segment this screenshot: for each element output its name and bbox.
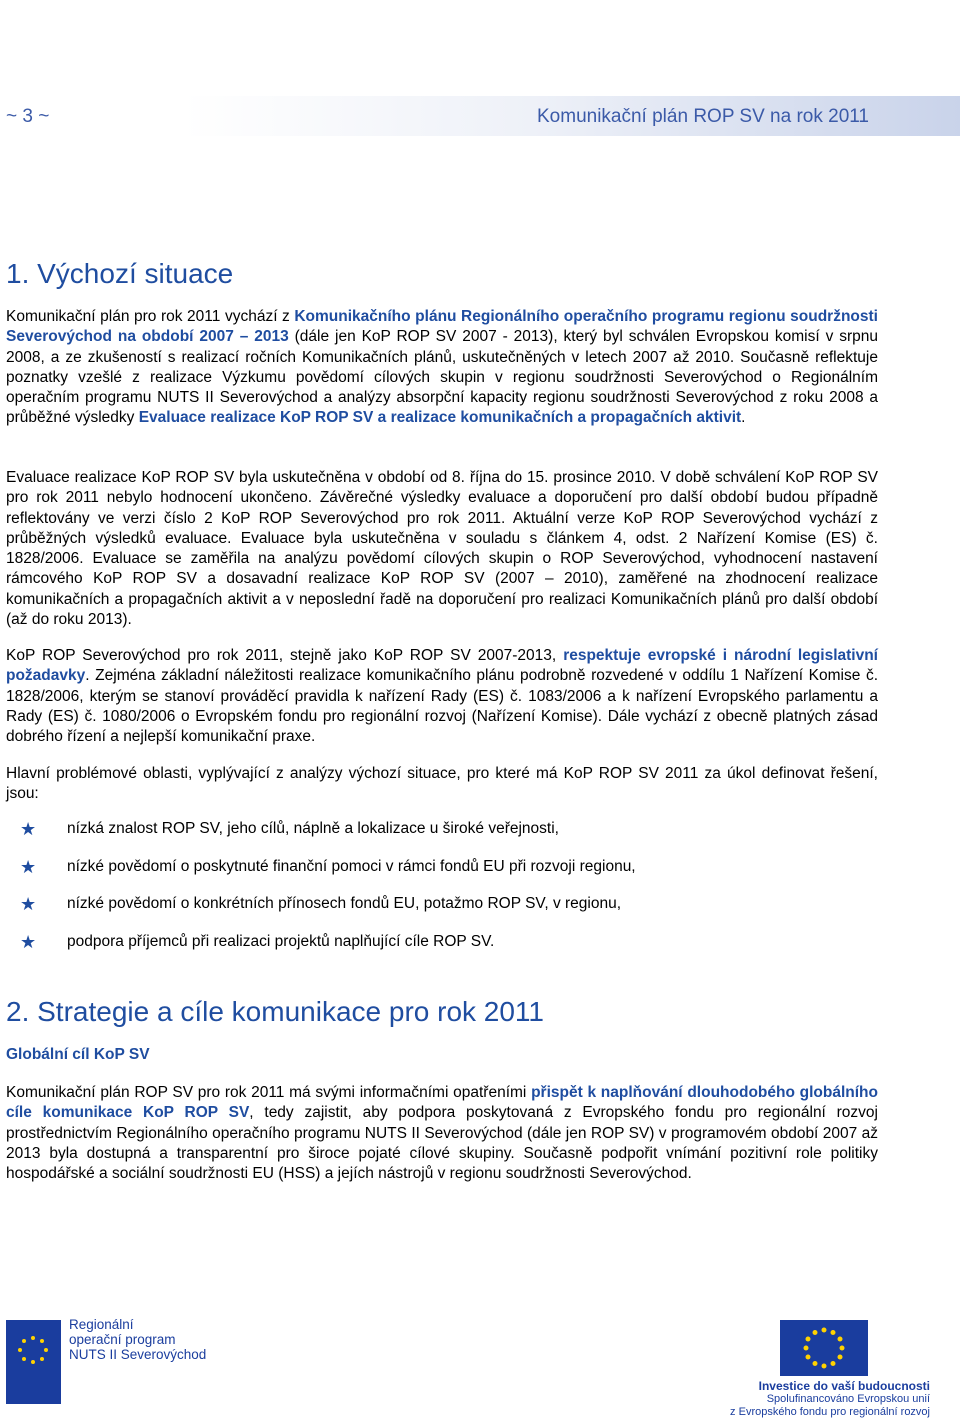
section-1-heading: 1. Výchozí situace (6, 258, 234, 289)
page-header (0, 96, 960, 136)
eu-logo-text: Investice do vaší budoucnosti Spolufinancováno Evropskou unií z Evropského fondu pro regionální rozvoj (730, 1379, 930, 1418)
paragraph-5: Komunikační plán ROP SV pro rok 2011 má svými informačními opatřeními přispět k naplňování dlouhodobého globálního cíle komunikace KoP ROP SV, tedy zajistit, aby podpora poskytovaná z Evropského fondu pro regionální rozvoj prostřednictvím Regionálního operačního programu NUTS II Severovýchod (dále jen ROP SV) v programovém období 2007 až 2013 byla dostupná a transparentní pro široce pojaté cílové skupiny. Současně podpořit vnímání pozitivní role politiky hospodářské a sociální soudržnosti EU (HSS) a jejích nástrojů v regionu soudržnosti Severovýchod. (6, 1084, 878, 1183)
list-item: ★ podpora příjemců při realizaci projektů naplňující cíle ROP SV. (20, 931, 495, 952)
page-number: ~ 3 ~ (6, 106, 50, 127)
section-2-heading: 2. Strategie a cíle komunikace pro rok 2011 (6, 996, 545, 1027)
header-title: Komunikační plán ROP SV na rok 2011 (537, 106, 869, 127)
highlight-evaluace: Evaluace realizace KoP ROP SV a realizace komunikačních a propagačních aktivit (138, 409, 742, 427)
rop-logo (6, 1312, 226, 1404)
paragraph-1: Komunikační plán pro rok 2011 vychází z Komunikačního plánu Regionálního operačního programu regionu soudržnosti Severovýchod na období 2007 – 2013 (dále jen KoP ROP SV 2007 - 2013), který byl schválen Evropskou komisí v srpnu 2008, a ze zkušeností s realizací ročních Komunikačních plánů, uskutečněných v letech 2007 až 2010. Současně reflektuje poznatky vzešlé z realizace Výzkumu povědomí cílových skupin v regionu soudržnosti Severovýchod o Regionálním operačním programu NUTS II Severovýchod a analýzy absorpční kapacity regionu soudržnosti Severovýchod z roku 2008 a průběžné výsledky Evaluace realizace KoP ROP SV a realizace komunikačních a propagačních aktivit. (6, 308, 878, 427)
problem-areas-list (6, 817, 866, 967)
star-bullet-icon: ★ (20, 931, 37, 952)
eu-logo (670, 1320, 960, 1418)
star-bullet-icon: ★ (20, 819, 37, 839)
star-bullet-icon: ★ (20, 894, 37, 914)
highlight-legislativa: respektuje evropské i národní legislativní požadavky (6, 647, 878, 685)
eu-flag-icon (6, 1320, 61, 1404)
paragraph-2: Evaluace realizace KoP ROP SV byla uskutečněna v období od 8. října do 15. prosince 2010. V době schválení KoP ROP SV pro rok 2011 nebylo hodnocení ukončeno. Závěrečné výsledky evaluace a doporučení pro další období budou případně reflektovány ve verzi číslo 2 KoP ROP Severovýchod pro rok 2011. Aktuální verze KoP ROP Severovýchod vychází z průběžných výsledků evaluace. Evaluace byla uskutečněna v souladu s článkem 4, odst. 2 Nařízení Komise (ES) č. 1828/2006. Evaluace se zaměřila na analýzu povědomí cílových skupin o ROP Severovýchod, vyhodnocení nastavení rámcového KoP ROP SV a dosavadní realizace KoP ROP SV (2007 – 2010), zaměřené na zhodnocení realizace komunikačních a propagačních aktivit a v neposlední řadě na doporučení pro realizaci Komunikačních plánů pro další období (až do roku 2013). (6, 469, 878, 629)
list-item: ★ nízká znalost ROP SV, jeho cílů, náplně a lokalizace u široké veřejnosti, (20, 819, 559, 839)
list-item: ★ nízké povědomí o konkrétních přínosech fondů EU, potažmo ROP SV, v regionu, (20, 894, 622, 914)
highlight-global-goal: přispět k naplňování dlouhodobého globálního cíle komunikace KoP ROP SV (6, 1084, 878, 1122)
list-item: ★ nízké povědomí o poskytnuté finanční pomoci v rámci fondů EU při rozvoji regionu, (20, 856, 636, 877)
section-2-subheading: Globální cíl KoP SV (6, 1046, 150, 1063)
star-bullet-icon: ★ (20, 856, 37, 877)
paragraph-4: Hlavní problémové oblasti, vyplývající z analýzy výchozí situace, pro které má KoP ROP SV 2011 za úkol definovat řešení, jsou: (6, 765, 878, 803)
highlight-kop-plan: Komunikačního plánu Regionálního operačního programu regionu soudržnosti Severovýchod na období 2007 – 2013 (6, 308, 878, 346)
eu-flag-icon (780, 1320, 868, 1376)
rop-logo-text: Regionální operační program NUTS II Severovýchod (69, 1317, 207, 1362)
paragraph-3: KoP ROP Severovýchod pro rok 2011, stejně jako KoP ROP SV 2007-2013, respektuje evropské i národní legislativní požadavky. Zejména základní náležitosti realizace komunikačního plánu podrobně rozvedené v oddílu 1 Nařízení Komise č. 1828/2006, kterým se stanoví prováděcí pravidla k nařízení Rady (ES) č. 1083/2006 a k nařízení Evropského parlamentu a Rady (ES) č. 1080/2006 o Evropském fondu pro regionální rozvoj (Nařízení Komise). Dále vychází z obecně platných zásad dobrého řízení a nejlepší komunikační praxe. (6, 647, 878, 746)
